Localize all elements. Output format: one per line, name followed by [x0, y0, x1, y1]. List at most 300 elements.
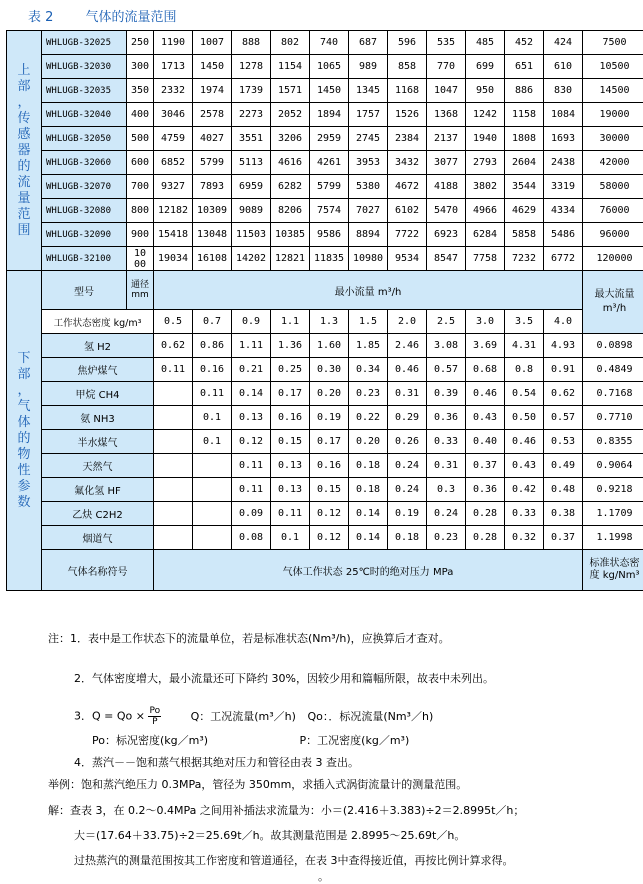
min-flow-cell: 3046	[154, 103, 193, 127]
min-flow-cell: 0.12	[310, 502, 349, 526]
min-flow-cell: 3953	[349, 151, 388, 175]
max-flow-cell: 30000	[583, 127, 643, 151]
min-flow-cell: 2793	[466, 151, 505, 175]
side-label-char: 上	[7, 63, 41, 79]
min-flow-cell: 0.13	[271, 478, 310, 502]
min-flow-cell	[154, 454, 193, 478]
min-flow-cell: 2384	[388, 127, 427, 151]
min-flow-cell: 6959	[232, 175, 271, 199]
side-label-char: ，	[7, 383, 41, 399]
min-flow-cell: 0.49	[544, 454, 583, 478]
min-flow-cell: 0.31	[388, 382, 427, 406]
min-flow-cell: 1571	[271, 79, 310, 103]
min-flow-cell: 0.39	[427, 382, 466, 406]
side-label-char: 的	[7, 431, 41, 447]
diameter-cell: 900	[127, 223, 154, 247]
min-flow-cell: 0.37	[544, 526, 583, 550]
min-flow-cell: 1757	[349, 103, 388, 127]
min-flow-cell: 0.23	[349, 382, 388, 406]
min-flow-cell: 4759	[154, 127, 193, 151]
gas-row	[7, 430, 643, 454]
min-flow-cell: 0.12	[310, 526, 349, 550]
model-cell: WHLUGB-32040	[42, 103, 127, 127]
model-cell: WHLUGB-32070	[42, 175, 127, 199]
note-4: 4．蒸汽－－饱和蒸气根据其绝对压力和管径由表 3 查出。	[74, 754, 359, 770]
model-cell: WHLUGB-32025	[42, 31, 127, 55]
min-flow-cell: 2959	[310, 127, 349, 151]
min-flow-cell: 7893	[193, 175, 232, 199]
min-flow-cell: 0.38	[544, 502, 583, 526]
min-flow-cell: 19034	[154, 247, 193, 271]
min-flow-cell: 0.28	[466, 502, 505, 526]
diameter-cell: 250	[127, 31, 154, 55]
min-flow-cell	[154, 478, 193, 502]
min-flow-cell: 0.30	[310, 358, 349, 382]
min-flow-cell: 0.1	[271, 526, 310, 550]
min-flow-cell: 0.48	[544, 478, 583, 502]
min-flow-cell: 0.24	[388, 478, 427, 502]
min-flow-cell: 1974	[193, 79, 232, 103]
table-row	[7, 199, 643, 223]
side-label-char: 器	[7, 143, 41, 159]
min-flow-cell: 1.85	[349, 334, 388, 358]
side-label-char: 范	[7, 207, 41, 223]
min-flow-cell: 0.18	[349, 454, 388, 478]
side-label-char: 体	[7, 415, 41, 431]
min-flow-cell: 1894	[310, 103, 349, 127]
min-flow-cell: 1007	[193, 31, 232, 55]
min-flow-cell	[154, 526, 193, 550]
min-flow-cell: 0.18	[388, 526, 427, 550]
min-flow-cell: 0.62	[154, 334, 193, 358]
min-flow-cell: 5858	[505, 223, 544, 247]
diameter-cell: 600	[127, 151, 154, 175]
min-flow-cell: 886	[505, 79, 544, 103]
solution-line-2: 大＝(17.64＋33.75)÷2＝25.69t／h。故其测量范围是 2.8995～25.69t／h。	[74, 827, 465, 843]
side-label-char: ，	[7, 95, 41, 111]
diameter-cell: 1000	[127, 247, 154, 271]
min-flow-cell: 3319	[544, 175, 583, 199]
diameter-cell: 700	[127, 175, 154, 199]
min-flow-cell: 0.3	[427, 478, 466, 502]
gas-row	[7, 334, 643, 358]
std-density-cell: 0.4849	[583, 358, 643, 382]
min-flow-cell: 10309	[193, 199, 232, 223]
min-flow-cell: 1168	[388, 79, 427, 103]
min-flow-cell: 3802	[466, 175, 505, 199]
diameter-cell: 300	[127, 55, 154, 79]
min-flow-cell: 0.11	[271, 502, 310, 526]
min-flow-cell: 2745	[349, 127, 388, 151]
min-flow-cell: 0.86	[193, 334, 232, 358]
min-flow-cell: 7232	[505, 247, 544, 271]
gas-name-cell: 半水煤气	[42, 430, 154, 454]
footer-row	[7, 550, 643, 591]
min-flow-cell: 0.32	[505, 526, 544, 550]
density-row	[7, 310, 643, 334]
min-flow-cell: 1450	[310, 79, 349, 103]
min-flow-cell: 0.33	[427, 430, 466, 454]
min-flow-cell: 2137	[427, 127, 466, 151]
table-title	[28, 6, 177, 25]
min-flow-cell: 5470	[427, 199, 466, 223]
min-flow-cell: 0.91	[544, 358, 583, 382]
model-cell: WHLUGB-32090	[42, 223, 127, 247]
flow-range-table	[6, 30, 643, 591]
max-flow-cell: 58000	[583, 175, 643, 199]
diameter-header: 通径mm	[127, 271, 154, 310]
min-flow-cell: 0.20	[349, 430, 388, 454]
min-flow-cell: 0.19	[388, 502, 427, 526]
lower-side-label	[7, 271, 42, 591]
min-flow-cell: 5113	[232, 151, 271, 175]
table-row	[7, 223, 643, 247]
min-flow-cell: 3544	[505, 175, 544, 199]
min-flow-cell: 5486	[544, 223, 583, 247]
min-flow-cell: 3551	[232, 127, 271, 151]
min-flow-cell: 2332	[154, 79, 193, 103]
q-definition: Q：工况流量(m³／h)	[191, 710, 296, 723]
p-definition: P：工况密度(kg／m³)	[300, 734, 410, 747]
side-label-char: 部	[7, 367, 41, 383]
min-flow-cell: 11835	[310, 247, 349, 271]
std-density-cell: 1.1709	[583, 502, 643, 526]
table-row	[7, 79, 643, 103]
std-density-cell: 0.7710	[583, 406, 643, 430]
min-flow-cell: 9534	[388, 247, 427, 271]
gas-name-cell: 氢 H2	[42, 334, 154, 358]
max-flow-cell: 96000	[583, 223, 643, 247]
min-flow-cell: 0.33	[505, 502, 544, 526]
min-flow-cell: 8547	[427, 247, 466, 271]
min-flow-cell: 0.16	[193, 358, 232, 382]
min-flow-cell: 0.22	[349, 406, 388, 430]
solution-line-1: 解：查表 3，在 0.2～0.4MPa 之间用补插法求流量为：小＝(2.416＋3.383)÷2＝2.8995t／h；	[48, 802, 524, 818]
min-flow-cell: 1526	[388, 103, 427, 127]
gas-name-cell: 焦炉煤气	[42, 358, 154, 382]
gas-row	[7, 526, 643, 550]
min-flow-cell: 3.08	[427, 334, 466, 358]
min-flow-cell: 0.24	[427, 502, 466, 526]
min-flow-cell: 0.46	[466, 382, 505, 406]
model-cell: WHLUGB-32050	[42, 127, 127, 151]
lower-section	[7, 271, 643, 591]
gas-name-cell: 天然气	[42, 454, 154, 478]
std-density-label: 标准状态密度 kg/Nm³	[583, 550, 643, 591]
min-flow-cell: 1154	[271, 55, 310, 79]
side-label-char: 传	[7, 111, 41, 127]
min-flow-cell: 950	[466, 79, 505, 103]
min-flow-cell: 12182	[154, 199, 193, 223]
gas-row	[7, 358, 643, 382]
min-flow-cell: 9327	[154, 175, 193, 199]
min-flow-cell: 0.29	[388, 406, 427, 430]
example: 举例：饱和蒸汽绝压力 0.3MPa，管径为 350mm，求插入式涡街流量计的测量范围。	[48, 776, 467, 792]
min-flow-cell: 0.34	[349, 358, 388, 382]
min-flow-cell: 6284	[466, 223, 505, 247]
gas-row	[7, 478, 643, 502]
std-density-cell: 0.0898	[583, 334, 643, 358]
min-flow-cell: 1065	[310, 55, 349, 79]
min-flow-cell: 1.60	[310, 334, 349, 358]
min-flow-cell: 1047	[427, 79, 466, 103]
min-flow-cell: 2604	[505, 151, 544, 175]
min-flow-cell: 0.16	[310, 454, 349, 478]
side-label-char: 部	[7, 79, 41, 95]
std-density-cell: 0.9218	[583, 478, 643, 502]
min-flow-cell: 7027	[349, 199, 388, 223]
note-3-formula	[74, 706, 433, 727]
min-flow-cell: 14202	[232, 247, 271, 271]
min-flow-cell: 0.57	[427, 358, 466, 382]
density-cell: 0.9	[232, 310, 271, 334]
table-row	[7, 103, 643, 127]
qo-definition: Qo：．标况流量(Nm³／h)	[307, 710, 433, 723]
min-flow-cell: 5380	[349, 175, 388, 199]
min-flow-cell: 5799	[193, 151, 232, 175]
side-label-char: 的	[7, 159, 41, 175]
gas-name-cell: 氨 NH3	[42, 406, 154, 430]
min-flow-cell: 15418	[154, 223, 193, 247]
density-label: 工作状态密度 kg/m³	[42, 310, 154, 334]
min-flow-cell: 4966	[466, 199, 505, 223]
min-flow-cell: 1808	[505, 127, 544, 151]
note-2: 2．气体密度增大，最小流量还可下降约 30%，因较少用和篇幅所限，故表中未列出。	[74, 670, 494, 686]
min-flow-cell: 770	[427, 55, 466, 79]
side-label-char: 性	[7, 463, 41, 479]
table-row	[7, 247, 643, 271]
min-flow-cell: 5799	[310, 175, 349, 199]
min-flow-cell: 0.36	[466, 478, 505, 502]
min-flow-cell: 0.46	[388, 358, 427, 382]
min-flow-cell: 16108	[193, 247, 232, 271]
min-flow-cell: 9586	[310, 223, 349, 247]
trailing-dot: 。	[318, 868, 329, 884]
density-cell: 2.0	[388, 310, 427, 334]
min-flow-cell: 858	[388, 55, 427, 79]
gas-row	[7, 454, 643, 478]
min-flow-cell: 2438	[544, 151, 583, 175]
min-flow-cell: 888	[232, 31, 271, 55]
min-flow-cell: 7758	[466, 247, 505, 271]
po-definition: Po：标况密度(kg／m³)	[92, 734, 208, 747]
min-flow-cell	[154, 430, 193, 454]
density-cell: 3.5	[505, 310, 544, 334]
table-row	[7, 31, 643, 55]
side-label-char: 围	[7, 223, 41, 239]
formula-prefix: 3．Q = Qo ×	[74, 710, 145, 723]
min-flow-cell: 13048	[193, 223, 232, 247]
density-cell: 0.5	[154, 310, 193, 334]
min-flow-cell: 4616	[271, 151, 310, 175]
gas-symbol-label: 气体名称符号	[42, 550, 154, 591]
min-flow-cell: 0.62	[544, 382, 583, 406]
side-label-char: 物	[7, 447, 41, 463]
min-flow-cell: 1940	[466, 127, 505, 151]
min-flow-cell	[154, 382, 193, 406]
min-flow-cell: 0.42	[505, 478, 544, 502]
min-flow-cell: 0.50	[505, 406, 544, 430]
density-cell: 0.7	[193, 310, 232, 334]
gas-name-cell: 烟道气	[42, 526, 154, 550]
min-flow-cell: 1.36	[271, 334, 310, 358]
min-flow-cell: 0.21	[232, 358, 271, 382]
min-flow-cell: 3077	[427, 151, 466, 175]
min-flow-cell: 0.14	[232, 382, 271, 406]
min-flow-cell: 0.25	[271, 358, 310, 382]
min-flow-cell: 0.11	[193, 382, 232, 406]
min-flow-cell: 0.19	[310, 406, 349, 430]
min-flow-cell: 6772	[544, 247, 583, 271]
min-flow-cell: 3432	[388, 151, 427, 175]
min-flow-cell: 4188	[427, 175, 466, 199]
min-flow-cell: 699	[466, 55, 505, 79]
min-flow-cell: 0.68	[466, 358, 505, 382]
min-flow-cell: 0.15	[271, 430, 310, 454]
min-flow-cell: 0.20	[310, 382, 349, 406]
gas-row	[7, 382, 643, 406]
min-flow-cell: 10980	[349, 247, 388, 271]
min-flow-cell: 1368	[427, 103, 466, 127]
min-flow-cell: 0.17	[310, 430, 349, 454]
min-flow-cell: 0.14	[349, 502, 388, 526]
min-flow-cell: 2052	[271, 103, 310, 127]
min-flow-cell	[193, 502, 232, 526]
min-flow-cell: 0.36	[427, 406, 466, 430]
model-cell: WHLUGB-32080	[42, 199, 127, 223]
side-label-char: 气	[7, 399, 41, 415]
min-flow-cell: 6102	[388, 199, 427, 223]
upper-section	[7, 31, 643, 271]
note-3-densities	[92, 732, 409, 748]
min-flow-cell: 0.1	[193, 406, 232, 430]
min-flow-cell: 596	[388, 31, 427, 55]
side-label-char: 数	[7, 495, 41, 511]
min-flow-cell: 12821	[271, 247, 310, 271]
model-cell: WHLUGB-32060	[42, 151, 127, 175]
min-flow-cell: 6282	[271, 175, 310, 199]
side-label-char: 量	[7, 191, 41, 207]
formula-fraction	[148, 706, 161, 727]
min-flow-cell: 7722	[388, 223, 427, 247]
density-cell: 3.0	[466, 310, 505, 334]
table-number: 表 2	[28, 10, 53, 25]
note-1: 注：1．表中是工作状态下的流量单位，若是标准状态(Nm³/h)，应换算后才查对。	[48, 630, 450, 646]
min-flow-cell: 740	[310, 31, 349, 55]
gas-row	[7, 406, 643, 430]
min-flow-cell: 6923	[427, 223, 466, 247]
fraction-numerator: Po	[148, 706, 161, 717]
min-flow-cell: 1739	[232, 79, 271, 103]
min-flow-cell: 0.57	[544, 406, 583, 430]
std-density-cell: 1.1998	[583, 526, 643, 550]
std-density-cell: 0.9064	[583, 454, 643, 478]
min-flow-cell: 0.46	[505, 430, 544, 454]
min-flow-cell: 7574	[310, 199, 349, 223]
min-flow-cell: 4261	[310, 151, 349, 175]
density-cell: 1.5	[349, 310, 388, 334]
min-flow-header: 最小流量 m³/h	[154, 271, 583, 310]
min-flow-cell: 687	[349, 31, 388, 55]
min-flow-cell: 10385	[271, 223, 310, 247]
min-flow-cell: 9089	[232, 199, 271, 223]
table-row	[7, 151, 643, 175]
gas-row	[7, 502, 643, 526]
std-density-cell: 0.8355	[583, 430, 643, 454]
min-flow-cell: 0.11	[154, 358, 193, 382]
min-flow-cell: 1158	[505, 103, 544, 127]
min-flow-cell	[193, 526, 232, 550]
min-flow-cell: 4.31	[505, 334, 544, 358]
gas-name-cell: 乙炔 C2H2	[42, 502, 154, 526]
min-flow-cell: 0.15	[310, 478, 349, 502]
min-flow-cell	[154, 406, 193, 430]
min-flow-cell: 2273	[232, 103, 271, 127]
min-flow-cell: 0.26	[388, 430, 427, 454]
density-cell: 2.5	[427, 310, 466, 334]
min-flow-cell: 0.18	[349, 478, 388, 502]
min-flow-cell: 989	[349, 55, 388, 79]
min-flow-cell: 0.31	[427, 454, 466, 478]
min-flow-cell: 4672	[388, 175, 427, 199]
min-flow-cell: 0.54	[505, 382, 544, 406]
side-label-char: 流	[7, 175, 41, 191]
min-flow-cell: 651	[505, 55, 544, 79]
min-flow-cell: 0.8	[505, 358, 544, 382]
min-flow-cell: 1278	[232, 55, 271, 79]
max-flow-header: 最大流量 m³/h	[583, 271, 643, 334]
min-flow-cell: 485	[466, 31, 505, 55]
min-flow-cell: 0.11	[232, 478, 271, 502]
min-flow-cell: 610	[544, 55, 583, 79]
side-label-char: 参	[7, 479, 41, 495]
min-flow-cell: 4334	[544, 199, 583, 223]
min-flow-cell: 2578	[193, 103, 232, 127]
min-flow-cell: 424	[544, 31, 583, 55]
min-flow-cell: 0.11	[232, 454, 271, 478]
std-density-cell: 0.7168	[583, 382, 643, 406]
min-flow-cell: 0.09	[232, 502, 271, 526]
min-flow-cell: 1713	[154, 55, 193, 79]
density-cell: 1.1	[271, 310, 310, 334]
pressure-label: 气体工作状态 25℃时的绝对压力 MPa	[154, 550, 583, 591]
max-flow-cell: 120000	[583, 247, 643, 271]
min-flow-cell: 535	[427, 31, 466, 55]
min-flow-cell: 0.43	[466, 406, 505, 430]
max-flow-cell: 19000	[583, 103, 643, 127]
min-flow-cell: 0.1	[193, 430, 232, 454]
min-flow-cell: 0.40	[466, 430, 505, 454]
upper-side-label	[7, 31, 42, 271]
min-flow-cell: 4629	[505, 199, 544, 223]
table-caption: 气体的流量范围	[86, 10, 177, 25]
min-flow-cell: 0.13	[271, 454, 310, 478]
diameter-cell: 800	[127, 199, 154, 223]
min-flow-cell: 3.69	[466, 334, 505, 358]
min-flow-cell: 0.16	[271, 406, 310, 430]
min-flow-cell: 830	[544, 79, 583, 103]
max-flow-cell: 14500	[583, 79, 643, 103]
min-flow-cell: 0.28	[466, 526, 505, 550]
min-flow-cell: 452	[505, 31, 544, 55]
model-cell: WHLUGB-32035	[42, 79, 127, 103]
min-flow-cell: 0.17	[271, 382, 310, 406]
min-flow-cell: 8894	[349, 223, 388, 247]
gas-name-cell: 氟化氢 HF	[42, 478, 154, 502]
min-flow-cell: 0.37	[466, 454, 505, 478]
min-flow-cell	[154, 502, 193, 526]
diameter-cell: 350	[127, 79, 154, 103]
